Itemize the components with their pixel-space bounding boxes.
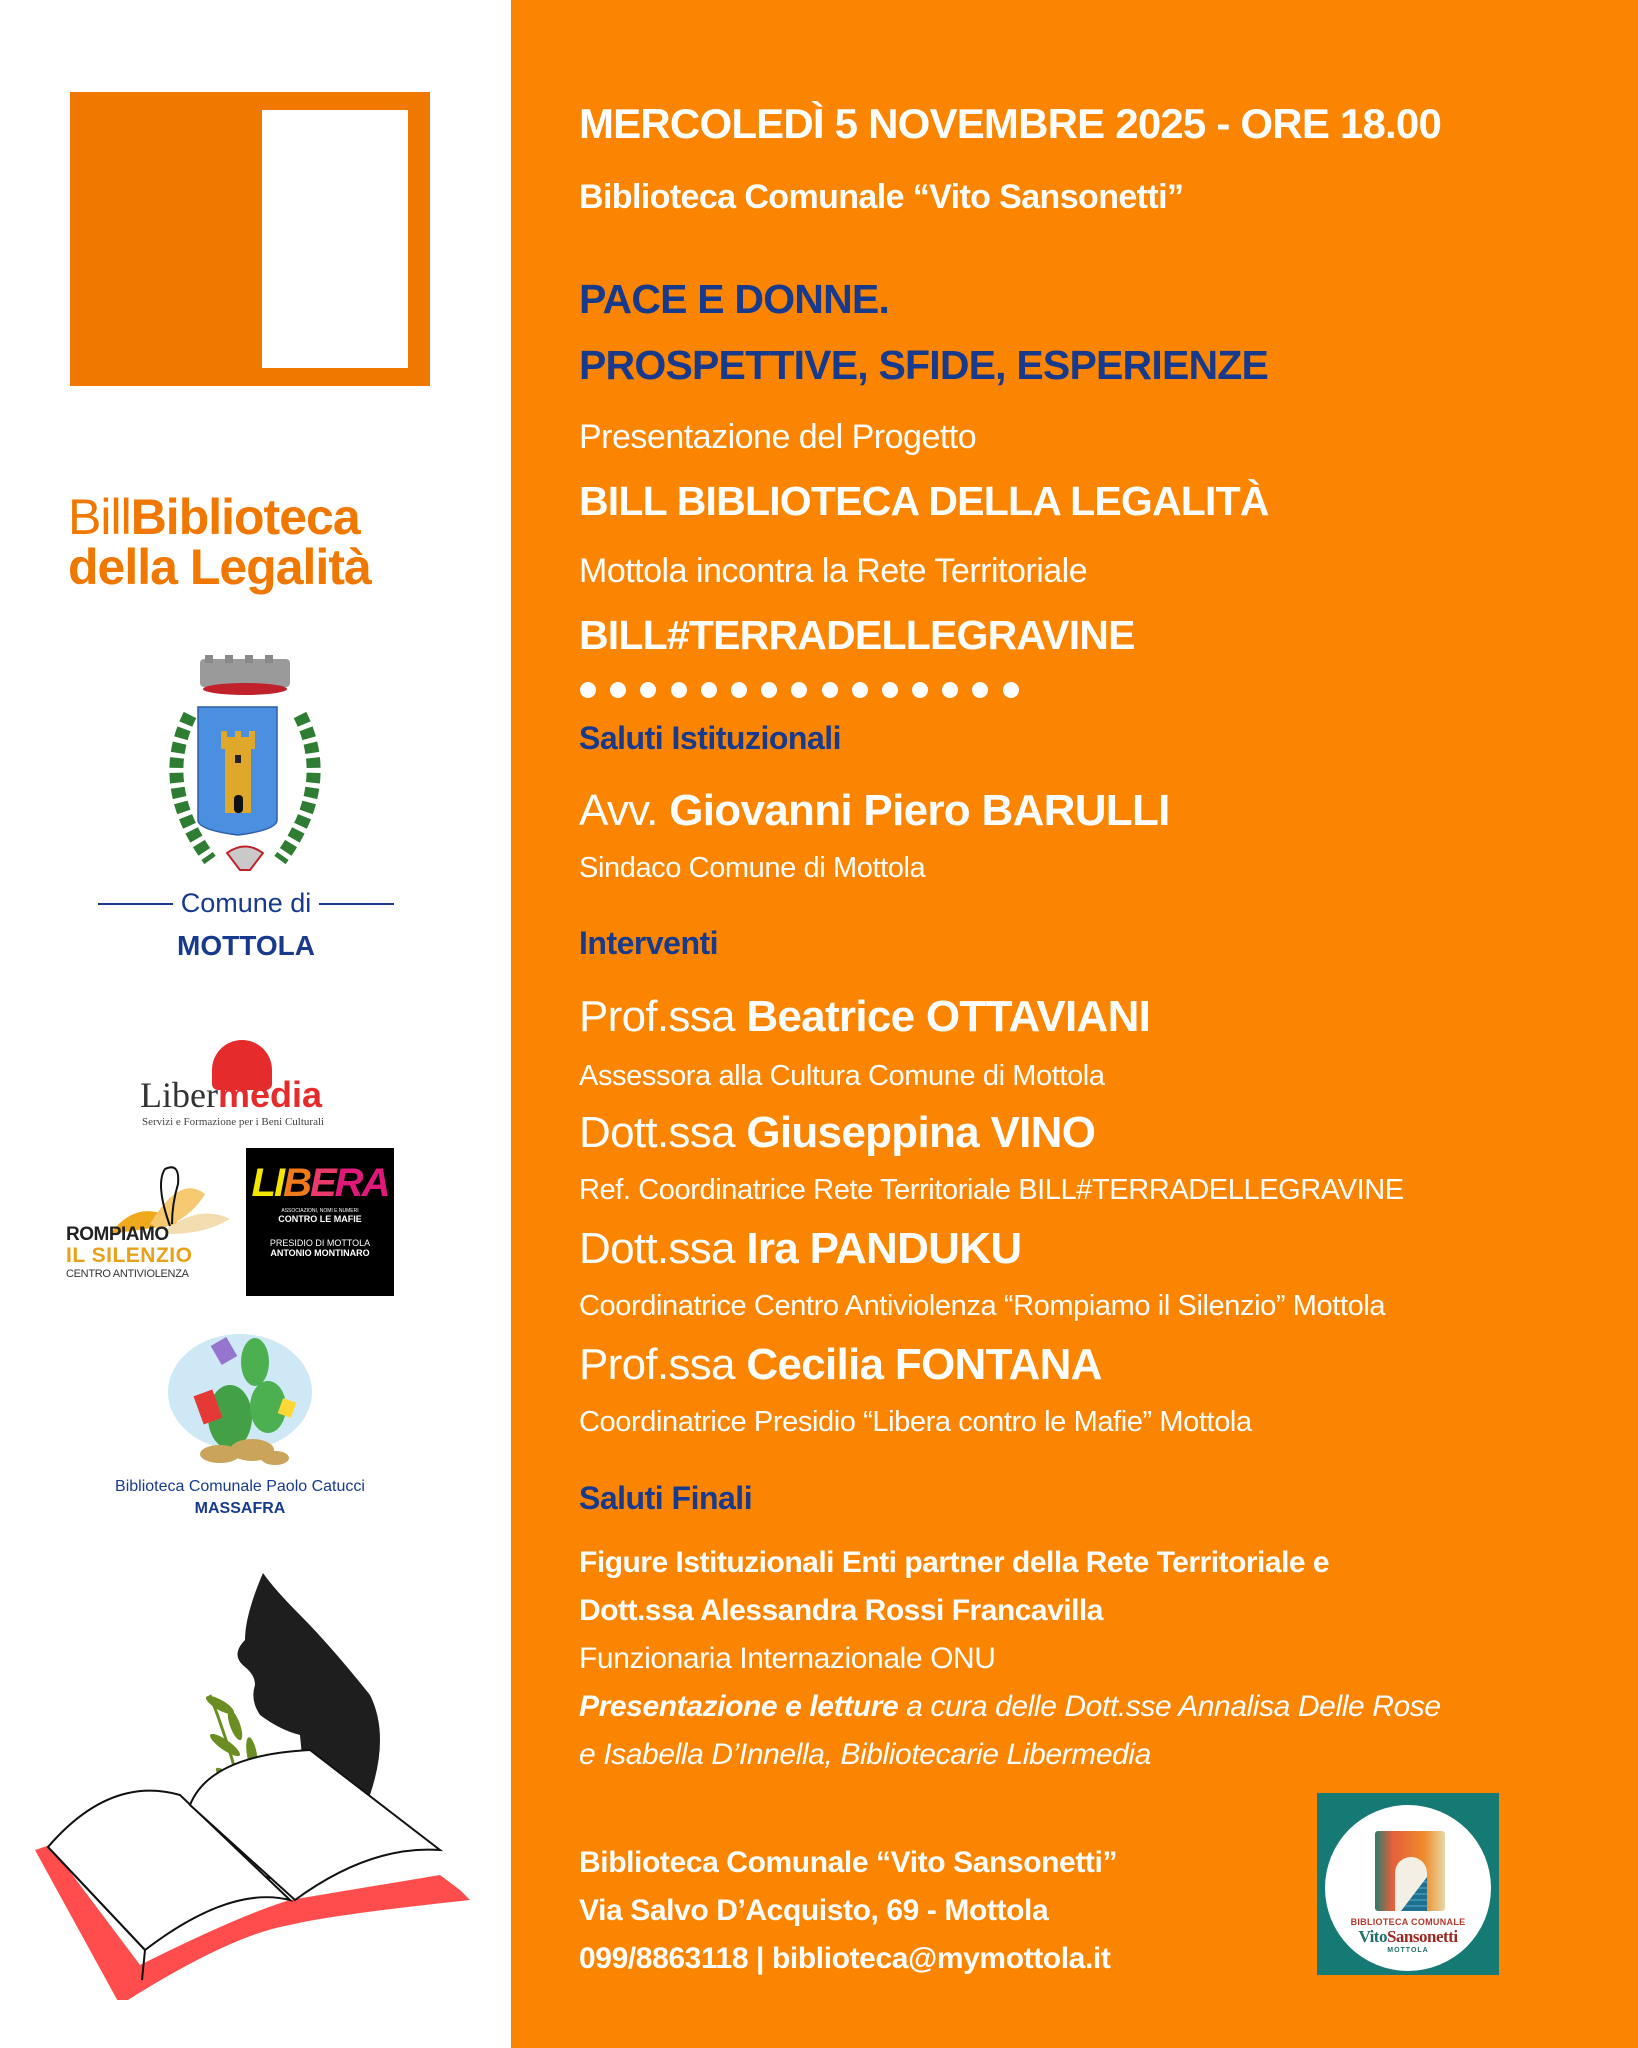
dot — [701, 682, 717, 698]
speaker-role: Ref. Coordinatrice Rete Territoriale BILL#TERRADELLEGRAVINE — [579, 1174, 1404, 1206]
rompiamo-line3: CENTRO ANTIVIOLENZA — [66, 1268, 189, 1280]
speaker-name — [579, 786, 1170, 836]
dot — [822, 682, 838, 698]
comune-name: MOTTOLA — [177, 930, 315, 961]
massafra-library-name: Biblioteca Comunale Paolo Catucci — [115, 1478, 365, 1495]
speaker-name — [579, 992, 1150, 1042]
book-woman-olive-branch-icon — [30, 1555, 470, 2000]
speaker-role: Coordinatrice Centro Antiviolenza “Rompiamo il Silenzio” Mottola — [579, 1290, 1386, 1322]
speaker-fullname: Beatrice OTTAVIANI — [746, 992, 1151, 1041]
dot — [852, 682, 868, 698]
finali-line2: Dott.ssa Alessandra Rossi Francavilla — [579, 1594, 1103, 1627]
finali-line5: e Isabella D’Innella, Bibliotecarie Libermedia — [579, 1738, 1151, 1771]
speaker-role: Sindaco Comune di Mottola — [579, 852, 926, 884]
dot — [1003, 682, 1019, 698]
partner-logos-column — [0, 0, 511, 2048]
speaker-title: Dott.ssa — [579, 1224, 747, 1273]
libermedia-logo — [140, 1040, 350, 1130]
biblioteca-word: Biblioteca — [130, 489, 360, 545]
dot — [671, 682, 687, 698]
libera-tagline: ASSOCIAZIONI, NOMI E NUMERI — [281, 1208, 359, 1214]
readings-label: Presentazione e letture — [579, 1690, 899, 1723]
libera-dedication: ANTONIO MONTINARO — [270, 1248, 370, 1258]
speaker-fullname: Cecilia FONTANA — [746, 1340, 1102, 1389]
event-title-line2: PROSPETTIVE, SFIDE, ESPERIENZE — [579, 342, 1269, 388]
dot — [791, 682, 807, 698]
rompiamo-il-silenzio-logo — [62, 1160, 232, 1285]
speaker-fullname: Ira PANDUKU — [746, 1224, 1022, 1273]
event-date-time: MERCOLEDÌ 5 NOVEMBRE 2025 - ORE 18.00 — [579, 100, 1441, 147]
dot — [882, 682, 898, 698]
speaker-fullname: Giovanni Piero BARULLI — [669, 786, 1170, 835]
logo-line1: BIBLIOTECA COMUNALE — [1350, 1917, 1466, 1927]
bill-logo-page-shape — [262, 110, 408, 368]
divider-left — [98, 903, 173, 905]
logo-line3: MOTTOLA — [1387, 1947, 1429, 1954]
libera-presidio: PRESIDIO DI MOTTOLA — [269, 1238, 371, 1248]
speaker-title: Prof.ssa — [579, 1340, 747, 1389]
network-name: BILL#TERRADELLEGRAVINE — [579, 612, 1135, 658]
presentation-label: Presentazione del Progetto — [579, 418, 977, 456]
event-title-line1: PACE E DONNE. — [579, 276, 890, 322]
libermedia-tagline: Servizi e Formazione per i Beni Culturali — [142, 1116, 325, 1128]
libera-letter: A — [361, 1161, 389, 1205]
speaker-name — [579, 1108, 1095, 1158]
book-arch-stairs-icon — [1375, 1831, 1445, 1911]
legalita-line: della Legalità — [68, 539, 371, 595]
libera-contro: CONTRO LE MAFIE — [278, 1214, 362, 1224]
meeting-label: Mottola incontra la Rete Territoriale — [579, 552, 1088, 590]
footer-venue: Biblioteca Comunale “Vito Sansonetti” — [579, 1846, 1118, 1879]
section-saluti-istituzionali: Saluti Istituzionali — [579, 720, 842, 756]
dot — [580, 682, 596, 698]
libera-letter: E — [309, 1161, 335, 1205]
finali-line1: Figure Istituzionali Enti partner della Rete Territoriale e — [579, 1546, 1330, 1579]
comune-label-row — [98, 888, 394, 919]
dot — [942, 682, 958, 698]
finali-line3: Funzionaria Internazionale ONU — [579, 1642, 996, 1675]
libera-letter: L — [251, 1161, 274, 1205]
libera-letter: R — [334, 1161, 362, 1205]
logo-line2 — [1325, 1927, 1491, 1947]
rompiamo-line1: ROMPIAMO — [66, 1224, 169, 1245]
dot — [731, 682, 747, 698]
mottola-coat-of-arms-icon — [155, 655, 335, 885]
cactus-books-icon — [160, 1322, 315, 1472]
bill-logo-wordmark — [68, 489, 371, 595]
rompiamo-line2: IL SILENZIO — [66, 1244, 193, 1267]
speaker-role: Assessora alla Cultura Comune di Mottola — [579, 1060, 1105, 1092]
libermedia-liber: Liber — [140, 1075, 218, 1115]
dot — [761, 682, 777, 698]
comune-label: Comune di — [180, 888, 312, 918]
dot — [972, 682, 988, 698]
speaker-title: Prof.ssa — [579, 992, 747, 1041]
speaker-fullname: Giuseppina VINO — [746, 1108, 1096, 1157]
logo-vito: Vito — [1358, 1927, 1387, 1946]
bill-word: Bill — [68, 489, 131, 545]
footer-address: Via Salvo D’Acquisto, 69 - Mottola — [579, 1894, 1049, 1927]
dot — [912, 682, 928, 698]
dot — [640, 682, 656, 698]
footer-contact: 099/8863118 | biblioteca@mymottola.it — [579, 1942, 1111, 1975]
speaker-name — [579, 1224, 1021, 1274]
libermedia-media: media — [217, 1074, 323, 1115]
divider-right — [319, 903, 394, 905]
sansonetti-library-logo — [1317, 1793, 1499, 1975]
libera-wordmark — [246, 1160, 394, 1206]
section-saluti-finali: Saluti Finali — [579, 1480, 753, 1516]
logo-circle — [1325, 1805, 1491, 1971]
section-interventi: Interventi — [579, 925, 719, 961]
dot — [610, 682, 626, 698]
logo-sansonetti: Sansonetti — [1386, 1927, 1458, 1946]
speaker-name — [579, 1340, 1102, 1390]
bill-logo-mark — [70, 92, 430, 386]
speaker-title: Avv. — [579, 786, 670, 835]
readings-curators: a cura delle Dott.sse Annalisa Delle Rose — [898, 1690, 1441, 1723]
dot-separator — [580, 682, 1019, 698]
libera-letter: B — [283, 1161, 310, 1205]
project-name: BILL BIBLIOTECA DELLA LEGALITÀ — [579, 478, 1269, 524]
libera-letter: I — [273, 1161, 284, 1205]
massafra-city: MASSAFRA — [194, 1500, 286, 1517]
finali-line4 — [579, 1690, 1441, 1724]
libera-logo — [246, 1148, 394, 1296]
speaker-title: Dott.ssa — [579, 1108, 747, 1157]
event-venue: Biblioteca Comunale “Vito Sansonetti” — [579, 178, 1184, 216]
speaker-role: Coordinatrice Presidio “Libera contro le Mafie” Mottola — [579, 1406, 1252, 1438]
